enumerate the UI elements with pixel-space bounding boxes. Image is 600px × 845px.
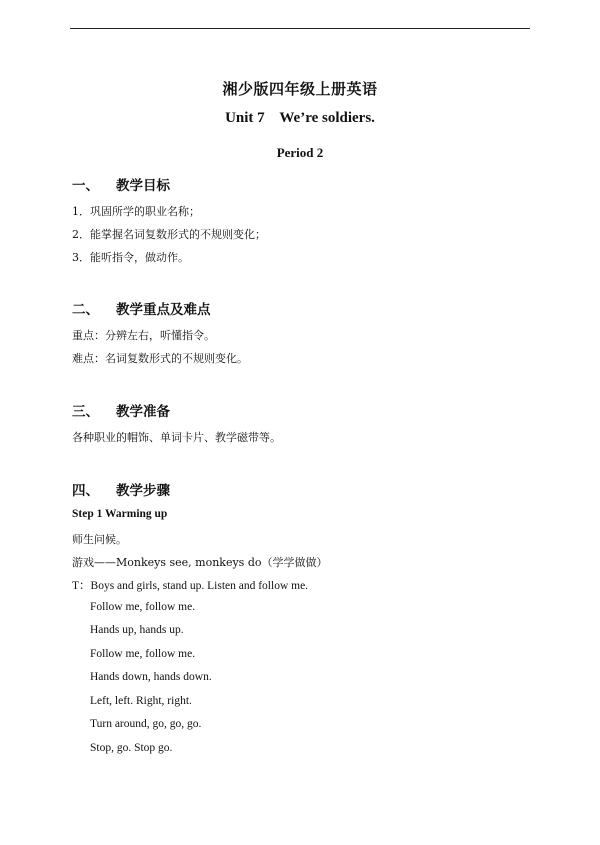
- section-heading-preparation: [72, 400, 170, 420]
- unit-title: Unit 7 We’re soldiers.: [225, 110, 375, 126]
- document-title: 湘少版四年级上册英语: [222, 80, 378, 98]
- preparation-item: 各种职业的帽饰、单词卡片、教学磁带等。: [72, 431, 281, 444]
- procedure-line: 师生问候。: [72, 533, 127, 546]
- objective-item: 2．能掌握名词复数形式的不规则变化；: [72, 228, 266, 241]
- chant-line: Follow me, follow me.: [90, 601, 196, 613]
- objective-item: 3．能听指令，做动作。: [72, 251, 189, 264]
- chant-line: Hands up, hands up.: [90, 624, 184, 636]
- step-title: Step 1 Warming up: [72, 508, 168, 520]
- section-title: 教学目标: [116, 178, 170, 194]
- chant-line: Stop, go. Stop go.: [90, 742, 173, 754]
- section-title: 教学准备: [116, 404, 170, 420]
- section-title: 教学步骤: [116, 483, 170, 499]
- section-number: 四、: [72, 483, 99, 499]
- period-title: Period 2: [276, 145, 324, 160]
- chant-line: Follow me, follow me.: [90, 648, 196, 660]
- section-number: 一、: [72, 178, 99, 194]
- section-number: 三、: [72, 404, 99, 420]
- procedure-line: T：Boys and girls, stand up. Listen and follow me.: [72, 580, 309, 592]
- chant-line: Left, left. Right, right.: [90, 695, 192, 707]
- chant-line: Turn around, go, go, go.: [90, 718, 202, 730]
- section-heading-key-points: [72, 298, 211, 318]
- section-title: 教学重点及难点: [116, 302, 211, 318]
- header-rule: [70, 28, 530, 29]
- procedure-line: 游戏——Monkeys see, monkeys do（学学做做）: [72, 556, 328, 569]
- section-number: 二、: [72, 302, 99, 318]
- section-heading-procedure: [72, 479, 170, 499]
- objective-item: 1．巩固所学的职业名称；: [72, 205, 200, 218]
- section-heading-objectives: [72, 174, 170, 194]
- key-point-item: 难点：名词复数形式的不规则变化。: [72, 352, 248, 365]
- chant-line: Hands down, hands down.: [90, 671, 212, 683]
- key-point-item: 重点：分辨左右，听懂指令。: [72, 329, 215, 342]
